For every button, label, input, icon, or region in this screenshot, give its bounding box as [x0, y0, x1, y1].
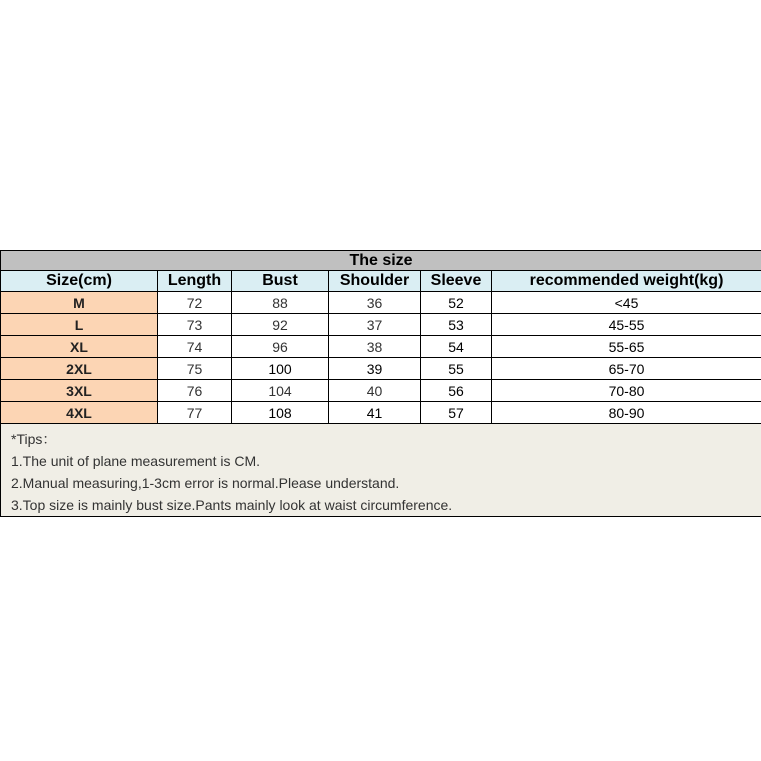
length-cell: 76	[158, 380, 232, 402]
shoulder-cell: 40	[329, 380, 421, 402]
sleeve-cell: 57	[421, 402, 492, 424]
header-weight: recommended weight(kg)	[492, 271, 761, 292]
size-cell: 2XL	[1, 358, 158, 380]
sleeve-cell: 56	[421, 380, 492, 402]
size-chart-table	[0, 250, 761, 517]
shoulder-cell: 41	[329, 402, 421, 424]
tips-row	[1, 424, 761, 517]
bust-cell: 108	[232, 402, 329, 424]
shoulder-cell: 38	[329, 336, 421, 358]
length-cell: 77	[158, 402, 232, 424]
sleeve-cell: 54	[421, 336, 492, 358]
table-row	[1, 380, 761, 402]
tip-line: 2.Manual measuring,1-3cm error is normal.Please understand.	[11, 475, 400, 491]
size-cell: L	[1, 314, 158, 336]
header-size: Size(cm)	[1, 271, 158, 292]
tips-section	[1, 424, 761, 517]
weight-cell: 65-70	[492, 358, 761, 380]
length-cell: 74	[158, 336, 232, 358]
sleeve-cell: 55	[421, 358, 492, 380]
header-shoulder: Shoulder	[329, 271, 421, 292]
table-title: The size	[1, 251, 761, 271]
weight-cell: <45	[492, 292, 761, 314]
size-cell: 4XL	[1, 402, 158, 424]
weight-cell: 70-80	[492, 380, 761, 402]
header-length: Length	[158, 271, 232, 292]
weight-cell: 80-90	[492, 402, 761, 424]
weight-cell: 55-65	[492, 336, 761, 358]
tip-line: 1.The unit of plane measurement is CM.	[11, 453, 261, 469]
table-row	[1, 358, 761, 380]
header-bust: Bust	[232, 271, 329, 292]
weight-cell: 45-55	[492, 314, 761, 336]
shoulder-cell: 36	[329, 292, 421, 314]
table-row	[1, 402, 761, 424]
size-cell: M	[1, 292, 158, 314]
sleeve-cell: 53	[421, 314, 492, 336]
shoulder-cell: 37	[329, 314, 421, 336]
length-cell: 72	[158, 292, 232, 314]
header-row	[1, 271, 761, 292]
length-cell: 73	[158, 314, 232, 336]
tip-line: 3.Top size is mainly bust size.Pants mainly look at waist circumference.	[11, 497, 453, 513]
shoulder-cell: 39	[329, 358, 421, 380]
sleeve-cell: 52	[421, 292, 492, 314]
table-row	[1, 314, 761, 336]
header-sleeve: Sleeve	[421, 271, 492, 292]
size-cell: 3XL	[1, 380, 158, 402]
bust-cell: 96	[232, 336, 329, 358]
size-cell: XL	[1, 336, 158, 358]
table-row	[1, 292, 761, 314]
tips-title: *Tips：	[11, 431, 57, 447]
bust-cell: 104	[232, 380, 329, 402]
bust-cell: 92	[232, 314, 329, 336]
bust-cell: 100	[232, 358, 329, 380]
length-cell: 75	[158, 358, 232, 380]
title-row	[1, 251, 761, 271]
bust-cell: 88	[232, 292, 329, 314]
table-row	[1, 336, 761, 358]
